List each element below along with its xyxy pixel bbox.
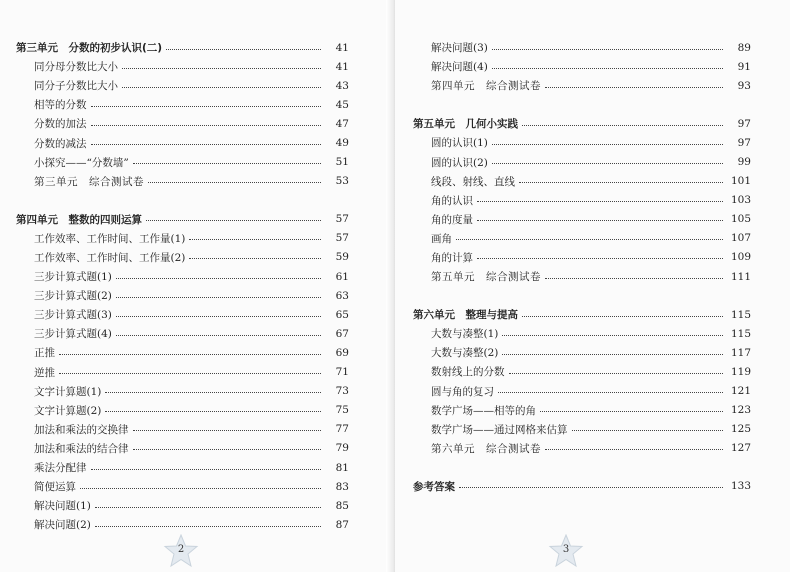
- toc-entry-title: 第六单元 综合测试卷: [431, 442, 541, 455]
- toc-page-number: 69: [335, 346, 349, 359]
- toc-page-number: 73: [335, 385, 349, 398]
- dot-leader: [146, 219, 321, 221]
- dot-leader: [116, 334, 321, 336]
- toc-page-number: 83: [335, 480, 349, 493]
- dot-leader: [456, 238, 723, 240]
- toc-page-number: 103: [730, 194, 751, 207]
- toc-entry[interactable]: [16, 343, 349, 362]
- dot-leader: [519, 181, 723, 183]
- toc-entry-title: 分数的加法: [34, 118, 87, 131]
- toc-entry-title: 解决问题(2): [34, 519, 91, 532]
- toc-entry-title: 逆推: [34, 366, 55, 379]
- toc-entry[interactable]: [16, 477, 349, 496]
- toc-entry[interactable]: [413, 38, 751, 57]
- toc-page-number: 49: [335, 137, 349, 150]
- toc-page-number: 93: [737, 79, 751, 92]
- toc-entry[interactable]: [413, 210, 751, 229]
- toc-page-number: 81: [335, 461, 349, 474]
- toc-entry-title: 工作效率、工作时间、工作量(2): [34, 251, 186, 264]
- toc-page-number: 97: [737, 136, 751, 149]
- toc-entry[interactable]: [413, 343, 751, 362]
- toc-entry[interactable]: [16, 420, 349, 439]
- toc-entry[interactable]: [413, 152, 751, 171]
- toc-page-number: 71: [335, 366, 349, 379]
- toc-entry[interactable]: [16, 57, 349, 76]
- toc-entry-title: 第五单元 综合测试卷: [431, 271, 541, 284]
- dot-leader: [116, 315, 321, 317]
- toc-entry[interactable]: [16, 248, 349, 267]
- toc-entry[interactable]: [413, 401, 751, 420]
- dot-leader: [95, 525, 321, 527]
- toc-page-number: 101: [730, 175, 751, 188]
- toc-entry-title: 数学广场——相等的角: [431, 404, 536, 417]
- right-page: [395, 0, 790, 572]
- toc-page-number: 105: [730, 213, 751, 226]
- toc-page-number: 127: [730, 442, 751, 455]
- dot-leader: [189, 257, 321, 259]
- dot-leader: [80, 487, 321, 489]
- toc-entry[interactable]: [16, 439, 349, 458]
- section-gap: [413, 286, 751, 305]
- toc-left: [16, 38, 349, 534]
- toc-entry-title: 三步计算式题(2): [34, 290, 112, 303]
- toc-entry[interactable]: [16, 458, 349, 477]
- section-gap: [413, 95, 751, 114]
- dot-leader: [502, 334, 723, 336]
- toc-page-number: 51: [335, 156, 349, 169]
- toc-page-number: 85: [335, 499, 349, 512]
- page-number-badge: [548, 534, 584, 568]
- page-number: 2: [177, 544, 185, 555]
- toc-page-number: 89: [737, 41, 751, 54]
- toc-page-number: 57: [335, 232, 349, 245]
- toc-unit-heading[interactable]: [413, 477, 751, 496]
- toc-entry[interactable]: [16, 133, 349, 152]
- toc-entry[interactable]: [16, 172, 349, 191]
- toc-entry[interactable]: [413, 191, 751, 210]
- toc-entry-title: 第六单元 整理与提高: [413, 309, 518, 322]
- toc-page-number: 91: [737, 60, 751, 73]
- toc-entry[interactable]: [413, 267, 751, 286]
- dot-leader: [502, 353, 723, 355]
- dot-leader: [459, 486, 723, 488]
- page-number: 3: [562, 544, 570, 555]
- toc-entry-title: 参考答案: [413, 480, 455, 493]
- toc-entry[interactable]: [16, 114, 349, 133]
- toc-unit-heading[interactable]: [413, 305, 751, 324]
- toc-entry[interactable]: [413, 439, 751, 458]
- toc-entry[interactable]: [16, 76, 349, 95]
- toc-entry-title: 大数与凑整(2): [431, 347, 499, 360]
- toc-unit-heading[interactable]: [16, 210, 349, 229]
- toc-page-number: 107: [730, 232, 751, 245]
- dot-leader: [59, 372, 321, 374]
- toc-page-number: 41: [335, 41, 349, 54]
- toc-page-number: 59: [335, 251, 349, 264]
- dot-leader: [492, 162, 723, 164]
- toc-page-number: 121: [730, 385, 751, 398]
- dot-leader: [522, 124, 723, 126]
- toc-entry[interactable]: [16, 515, 349, 534]
- dot-leader: [540, 410, 723, 412]
- dot-leader: [477, 219, 723, 221]
- toc-entry-title: 解决问题(1): [34, 500, 91, 513]
- toc-entry-title: 数射线上的分数: [431, 366, 505, 379]
- section-gap: [413, 458, 751, 477]
- toc-entry-title: 分数的减法: [34, 137, 87, 150]
- toc-entry[interactable]: [413, 382, 751, 401]
- toc-entry-title: 文字计算题(2): [34, 404, 102, 417]
- toc-entry-title: 正推: [34, 347, 55, 360]
- toc-entry-title: 解决问题(3): [431, 42, 488, 55]
- toc-page-number: 45: [335, 98, 349, 111]
- toc-entry[interactable]: [16, 382, 349, 401]
- toc-entry[interactable]: [16, 496, 349, 515]
- toc-entry-title: 相等的分数: [34, 99, 87, 112]
- toc-entry[interactable]: [413, 362, 751, 381]
- toc-entry-title: 第四单元 综合测试卷: [431, 80, 541, 93]
- toc-entry-title: 第四单元 整数的四则运算: [16, 213, 142, 226]
- toc-page-number: 79: [335, 442, 349, 455]
- toc-entry[interactable]: [16, 95, 349, 114]
- toc-entry-title: 第五单元 几何小实践: [413, 118, 518, 131]
- toc-entry-title: 工作效率、工作时间、工作量(1): [34, 232, 186, 245]
- dot-leader: [91, 124, 322, 126]
- dot-leader: [105, 410, 321, 412]
- toc-entry[interactable]: [413, 172, 751, 191]
- dot-leader: [492, 48, 723, 50]
- toc-entry-title: 同分子分数比大小: [34, 80, 118, 93]
- dot-leader: [492, 143, 723, 145]
- dot-leader: [91, 105, 322, 107]
- toc-entry[interactable]: [413, 133, 751, 152]
- toc-page-number: 65: [335, 308, 349, 321]
- dot-leader: [116, 296, 321, 298]
- toc-entry-title: 文字计算题(1): [34, 385, 102, 398]
- toc-entry-title: 角的度量: [431, 213, 473, 226]
- dot-leader: [133, 162, 321, 164]
- toc-entry-title: 画角: [431, 232, 452, 245]
- toc-page-number: 75: [335, 404, 349, 417]
- section-gap: [16, 191, 349, 210]
- dot-leader: [189, 238, 321, 240]
- dot-leader: [148, 181, 321, 183]
- toc-entry-title: 解决问题(4): [431, 61, 488, 74]
- toc-page-number: 111: [730, 270, 751, 283]
- toc-entry[interactable]: [413, 57, 751, 76]
- dot-leader: [498, 391, 723, 393]
- toc-entry-title: 三步计算式题(3): [34, 309, 112, 322]
- toc-entry-title: 圆与角的复习: [431, 385, 494, 398]
- dot-leader: [122, 86, 321, 88]
- toc-entry-title: 三步计算式题(1): [34, 271, 112, 284]
- toc-entry-title: 简便运算: [34, 481, 76, 494]
- dot-leader: [572, 429, 724, 431]
- toc-entry-title: 加法和乘法的结合律: [34, 442, 129, 455]
- toc-page-number: 67: [335, 327, 349, 340]
- toc-entry[interactable]: [16, 401, 349, 420]
- dot-leader: [166, 48, 321, 50]
- dot-leader: [122, 67, 321, 69]
- toc-entry[interactable]: [16, 363, 349, 382]
- toc-entry-title: 三步计算式题(4): [34, 328, 112, 341]
- toc-entry[interactable]: [413, 248, 751, 267]
- dot-leader: [545, 448, 723, 450]
- dot-leader: [545, 86, 723, 88]
- toc-entry-title: 圆的认识(2): [431, 156, 488, 169]
- toc-entry[interactable]: [16, 286, 349, 305]
- toc-entry-title: 线段、射线、直线: [431, 175, 515, 188]
- dot-leader: [133, 448, 322, 450]
- toc-entry-title: 数学广场——通过网格来估算: [431, 423, 568, 436]
- dot-leader: [477, 200, 723, 202]
- dot-leader: [522, 315, 723, 317]
- toc-entry-title: 加法和乘法的交换律: [34, 423, 129, 436]
- toc-page-number: 115: [730, 327, 751, 340]
- toc-page-number: 77: [335, 423, 349, 436]
- toc-right: [413, 38, 751, 496]
- toc-page-number: 97: [737, 117, 751, 130]
- toc-entry-title: 角的认识: [431, 194, 473, 207]
- dot-leader: [105, 391, 321, 393]
- toc-page-number: 125: [730, 423, 751, 436]
- toc-page-number: 53: [335, 175, 349, 188]
- toc-page-number: 57: [335, 213, 349, 226]
- toc-entry[interactable]: [413, 76, 751, 95]
- toc-entry-title: 第三单元 分数的初步认识(二): [16, 42, 163, 55]
- toc-page-number: 109: [730, 251, 751, 264]
- toc-page-number: 47: [335, 117, 349, 130]
- toc-entry-title: 乘法分配律: [34, 462, 87, 475]
- toc-page-number: 119: [730, 365, 751, 378]
- toc-entry-title: 小探究——“分数墙”: [34, 156, 129, 169]
- toc-page-number: 133: [730, 480, 751, 493]
- toc-entry[interactable]: [16, 305, 349, 324]
- toc-entry-title: 圆的认识(1): [431, 137, 488, 150]
- toc-page-number: 117: [730, 346, 751, 359]
- dot-leader: [59, 353, 321, 355]
- toc-entry[interactable]: [413, 420, 751, 439]
- toc-entry[interactable]: [16, 324, 349, 343]
- toc-entry-title: 第三单元 综合测试卷: [34, 175, 144, 188]
- toc-unit-heading[interactable]: [16, 38, 349, 57]
- dot-leader: [91, 143, 322, 145]
- dot-leader: [492, 67, 723, 69]
- toc-entry[interactable]: [413, 324, 751, 343]
- toc-entry[interactable]: [413, 229, 751, 248]
- dot-leader: [133, 429, 322, 431]
- toc-page-number: 63: [335, 289, 349, 302]
- toc-page-number: 99: [737, 156, 751, 169]
- toc-entry[interactable]: [16, 229, 349, 248]
- toc-entry[interactable]: [16, 153, 349, 172]
- toc-entry-title: 同分母分数比大小: [34, 61, 118, 74]
- dot-leader: [545, 277, 723, 279]
- dot-leader: [116, 277, 321, 279]
- toc-page-number: 61: [335, 270, 349, 283]
- toc-unit-heading[interactable]: [413, 114, 751, 133]
- toc-page-number: 87: [335, 518, 349, 531]
- toc-page-number: 123: [730, 404, 751, 417]
- toc-entry-title: 角的计算: [431, 251, 473, 264]
- toc-entry-title: 大数与凑整(1): [431, 328, 499, 341]
- toc-page-number: 43: [335, 79, 349, 92]
- dot-leader: [477, 257, 723, 259]
- page-number-badge: [163, 534, 199, 568]
- dot-leader: [509, 372, 724, 374]
- toc-entry[interactable]: [16, 267, 349, 286]
- toc-page-number: 115: [730, 308, 751, 321]
- toc-page-number: 41: [335, 60, 349, 73]
- dot-leader: [95, 506, 321, 508]
- dot-leader: [91, 468, 322, 470]
